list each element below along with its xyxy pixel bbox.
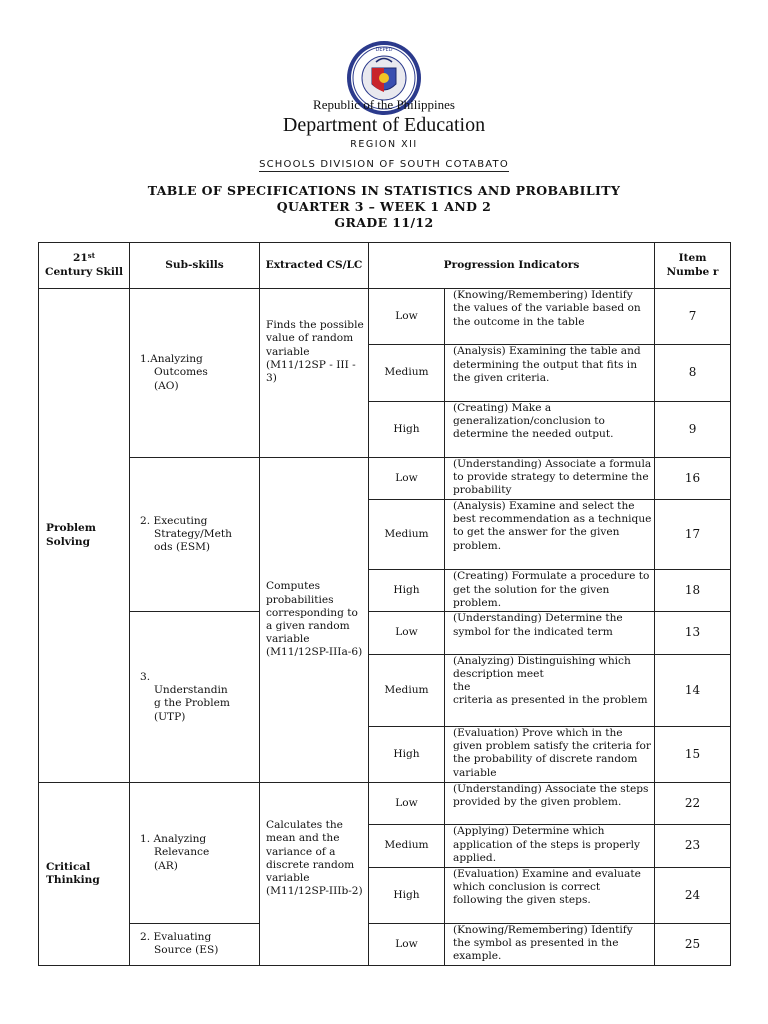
table-row <box>39 783 731 825</box>
level-cell: Low <box>369 923 445 965</box>
level-cell: Low <box>369 783 445 825</box>
indicator-cell: (Evaluation) Prove which in the given problem satisfy the criteria for the probability of discrete random variable <box>445 726 655 782</box>
table-header-row <box>39 243 731 289</box>
document-title: TABLE OF SPECIFICATIONS IN STATISTICS AND PROBABILITY <box>147 183 621 198</box>
indicator-cell: (Understanding) Associate a formula to provide strategy to determine the probability <box>445 457 655 499</box>
item-number-cell: 18 <box>655 570 731 612</box>
department-name: Department of Education <box>282 114 486 136</box>
quarter-week-label: QUARTER 3 – WEEK 1 AND 2 <box>276 199 492 214</box>
svg-text:DEPED: DEPED <box>375 47 393 53</box>
competency-cs3: Calculates the mean and the variance of a discrete random variable (M11/12SP-IIIb-2) <box>260 783 369 966</box>
indicator-cell: (Understanding) Determine the symbol for the indicated term <box>445 612 655 654</box>
level-cell: Medium <box>369 654 445 726</box>
indicator-cell: (Evaluation) Examine and evaluate which conclusion is correct following the given steps. <box>445 867 655 923</box>
subskill-ar: 1. Analyzing Relevance (AR) <box>130 783 260 924</box>
indicator-cell: (Analyzing) Distinguishing which description meet the criteria as presented in the problem <box>445 654 655 726</box>
level-cell: High <box>369 570 445 612</box>
indicator-cell: (Knowing/Remembering) Identify the values of the variable based on the outcome in the table <box>445 289 655 345</box>
table-row <box>39 289 731 345</box>
level-cell: Low <box>369 457 445 499</box>
level-cell: Medium <box>369 825 445 867</box>
item-number-cell: 25 <box>655 923 731 965</box>
indicator-cell: (Creating) Formulate a procedure to get the solution for the given problem. <box>445 570 655 612</box>
competency-cs2: Computes probabilities corresponding to a given random variable (M11/12SP-IIIa-6) <box>260 457 369 782</box>
table-row <box>39 457 731 499</box>
specifications-table <box>38 242 731 966</box>
division-wrapper <box>0 152 768 172</box>
indicator-cell: (Creating) Make a generalization/conclusion to determine the needed output. <box>445 401 655 457</box>
indicator-cell: (Applying) Determine which application of the steps is properly applied. <box>445 825 655 867</box>
republic-label: Republic of the Philippines <box>313 97 455 112</box>
item-number-cell: 16 <box>655 457 731 499</box>
item-number-cell: 23 <box>655 825 731 867</box>
level-cell: Medium <box>369 500 445 570</box>
level-cell: High <box>369 726 445 782</box>
subskill-esm: 2. Executing Strategy/Meth ods (ESM) <box>130 457 260 612</box>
indicator-cell: (Analysis) Examine and select the best recommendation as a technique to get the answer for the given problem. <box>445 500 655 570</box>
item-number-cell: 7 <box>655 289 731 345</box>
subskill-es: 2. Evaluating Source (ES) <box>130 923 260 965</box>
item-number-cell: 13 <box>655 612 731 654</box>
division-label: SCHOOLS DIVISION OF SOUTH COTABATO <box>259 159 509 170</box>
region-label: REGION XII <box>350 139 418 150</box>
item-number-cell: 8 <box>655 345 731 401</box>
header-extracted: Extracted CS/LC <box>260 243 369 289</box>
table-row <box>39 923 731 965</box>
indicator-cell: (Knowing/Remembering) Identify the symbol as presented in the example. <box>445 923 655 965</box>
skill-critical-thinking: Critical Thinking <box>39 783 130 966</box>
item-number-cell: 24 <box>655 867 731 923</box>
item-number-cell: 14 <box>655 654 731 726</box>
table-row <box>39 612 731 654</box>
header-item-number: Item Numbe r <box>655 243 731 289</box>
item-number-cell: 17 <box>655 500 731 570</box>
subskill-utp: 3. Understandin g the Problem (UTP) <box>130 612 260 783</box>
item-number-cell: 22 <box>655 783 731 825</box>
subskill-ao: 1.Analyzing Outcomes (AO) <box>130 289 260 458</box>
header-progression: Progression Indicators <box>369 243 655 289</box>
level-cell: Medium <box>369 345 445 401</box>
indicator-cell: (Analysis) Examining the table and determining the output that fits in the given criteria. <box>445 345 655 401</box>
level-cell: Low <box>369 612 445 654</box>
level-cell: Low <box>369 289 445 345</box>
header-subskills: Sub-skills <box>130 243 260 289</box>
indicator-cell: (Understanding) Associate the steps provided by the given problem. <box>445 783 655 825</box>
competency-cs1: Finds the possible value of random variable (M11/12SP - III - 3) <box>260 289 369 458</box>
item-number-cell: 15 <box>655 726 731 782</box>
skill-problem-solving: Problem Solving <box>39 289 130 783</box>
grade-label: GRADE 11/12 <box>334 215 434 230</box>
level-cell: High <box>369 867 445 923</box>
header-century-skill: 21st Century Skill <box>39 243 130 289</box>
item-number-cell: 9 <box>655 401 731 457</box>
level-cell: High <box>369 401 445 457</box>
